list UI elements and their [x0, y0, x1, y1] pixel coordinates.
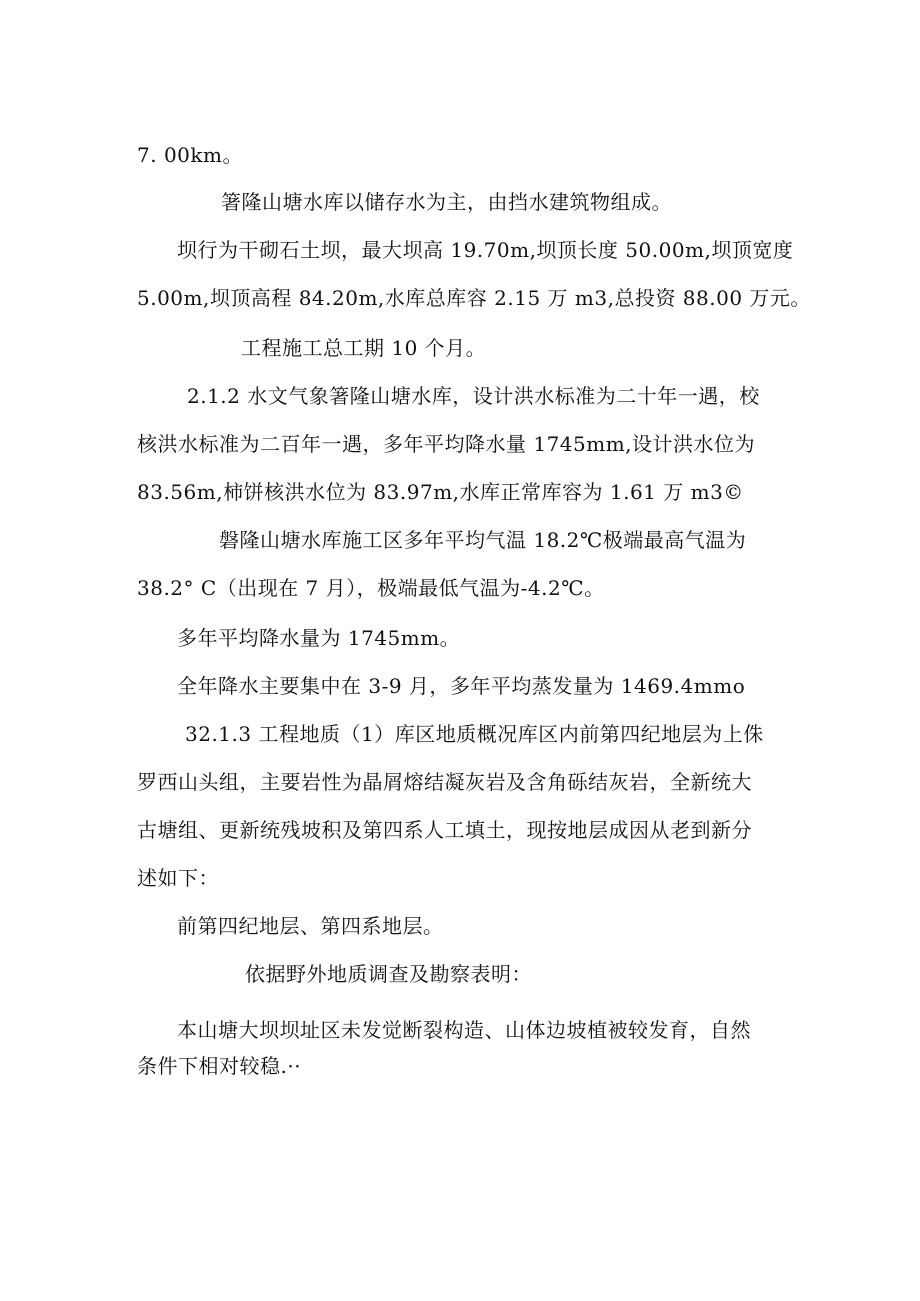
text-line-2: 箸隆山塘水库以储存水为主，由挡水建筑物组成。: [221, 190, 672, 214]
text-line-12: 全年降水主要集中在 3-9 月，多年平均蒸发量为 1469.4mmo: [177, 674, 746, 698]
text-line-20: 条件下相对较稳.··: [137, 1054, 302, 1078]
text-line-13: 32.1.3 工程地质（1）库区地质概况库区内前第四纪地层为上侏: [185, 722, 764, 746]
text-line-7: 核洪水标准为二百年一遇，多年平均降水量 1745mm,设计洪水位为: [137, 432, 756, 456]
text-line-10: 38.2° C（出现在 7 月），极端最低气温为-4.2℃。: [137, 576, 605, 600]
text-line-5: 工程施工总工期 10 个月。: [241, 336, 487, 360]
text-line-3: 坝行为干砌石土坝，最大坝高 19.70m,坝顶长度 50.00m,坝顶宽度: [177, 238, 794, 262]
text-line-18: 依据野外地质调查及勘察表明：: [245, 962, 532, 986]
text-line-8: 83.56m,柿饼核洪水位为 83.97m,水库正常库容为 1.61 万 m3©: [137, 480, 744, 504]
text-line-14: 罗西山头组，主要岩性为晶屑熔结凝灰岩及含角砾结灰岩，全新统大: [137, 770, 752, 794]
text-line-1: 7. 00km。: [137, 143, 243, 167]
text-line-6: 2.1.2 水文气象箸隆山塘水库，设计洪水标准为二十年一遇，校: [187, 384, 760, 408]
text-line-9: 磐隆山塘水库施工区多年平均气温 18.2℃极端最高气温为: [219, 528, 747, 552]
text-line-11: 多年平均降水量为 1745mm。: [177, 626, 461, 650]
text-line-19: 本山塘大坝坝址区未发觉断裂构造、山体边坡植被较发育，自然: [177, 1018, 751, 1042]
text-line-17: 前第四纪地层、第四系地层。: [177, 914, 444, 938]
text-line-15: 古塘组、更新统残坡积及第四系人工填土，现按地层成因从老到新分: [137, 818, 752, 842]
text-line-4: 5.00m,坝顶高程 84.20m,水库总库容 2.15 万 m3,总投资 88.00 万元。: [137, 286, 811, 310]
text-line-16: 述如下：: [137, 866, 219, 890]
